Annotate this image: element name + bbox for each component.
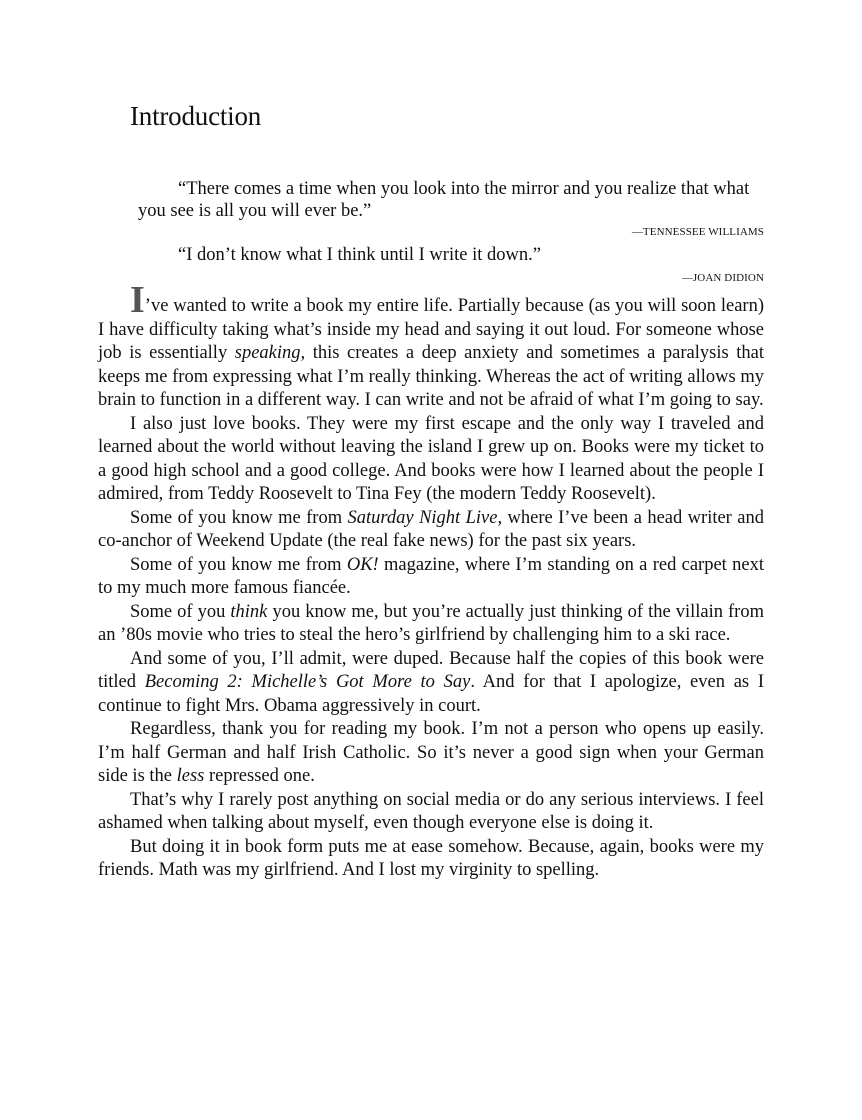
epigraph-quote: “I don’t know what I think until I write it down.” <box>178 245 541 265</box>
epigraph-attribution: —JOAN DIDION <box>681 272 764 284</box>
paragraph-text: I also just love books. They were my first escape and the only way I traveled and learned about the world without leaving the island I grew up on. Books were my ticket to a good high school and a good college. And books were how I learned about the people I admired, from Teddy Roosevelt to Tina Fey (the modern Teddy Roosevelt). <box>98 413 764 504</box>
paragraph <box>98 279 764 413</box>
emphasis: think <box>230 601 268 622</box>
epigraph-attribution: —TENNESSEE WILLIAMS <box>631 226 764 238</box>
paragraph <box>98 836 764 883</box>
epigraph-section <box>138 178 764 284</box>
emphasis: less <box>176 766 205 786</box>
epigraph-quote: “There comes a time when you look into the mirror and you realize that what you see is all you will ever be.” <box>138 179 750 221</box>
paragraph-text: this creates a deep anxiety and sometimes a paralysis that keeps me from expressing what I’m really thinking. Whereas the act of writing allows my brain to function in a different way. I can write and not be afraid of what I’m going to say. <box>98 343 764 410</box>
paragraph <box>98 718 764 789</box>
paragraph-text: Some of you know me from <box>130 554 347 575</box>
drop-cap: I <box>130 279 145 321</box>
paragraph-text: That’s why I rarely post anything on social media or do any serious interviews. I feel ashamed when talking about myself, even though everyone else is doing it. <box>98 789 764 833</box>
paragraph-text: where I’ve been a head writer and co-anchor of Weekend Update (the real fake news) for the past six years. <box>98 507 764 551</box>
paragraph <box>98 507 764 554</box>
emphasis: Saturday Night Live, <box>347 507 503 528</box>
paragraph-text: magazine, where I’m standing on a red carpet next to my much more famous fiancée. <box>98 554 764 598</box>
paragraph-text: . And for that I apologize, even as I continue to fight Mrs. Obama aggressively in court. <box>98 672 764 716</box>
paragraph <box>98 648 764 719</box>
paragraph-text: Some of you <box>130 601 231 622</box>
paragraph-text: Regardless, thank you for reading my book. I’m not a person who opens up easily. I’m half German and half Irish Catholic. So it’s never a good sign when your German side is the <box>98 719 764 786</box>
paragraph <box>98 789 764 836</box>
book-page <box>98 100 764 883</box>
paragraph-text: Some of you know me from <box>130 507 348 528</box>
emphasis: Becoming 2: Michelle’s Got More to Say <box>144 672 471 692</box>
paragraph <box>98 554 764 601</box>
chapter-body <box>98 279 764 883</box>
chapter-title: Introduction <box>130 101 262 131</box>
paragraph-text: But doing it in book form puts me at ease somehow. Because, again, books were my friends. Math was my girlfriend. And I lost my virginity to spelling. <box>98 836 764 880</box>
paragraph-text: you know me, but you’re actually just thinking of the villain from an ’80s movie who tries to steal the hero’s girlfriend by challenging him to a ski race. <box>98 601 764 645</box>
paragraph <box>98 601 764 648</box>
paragraph-text: And some of you, I’ll admit, were duped. Because half the copies of this book were titled <box>98 648 764 692</box>
paragraph <box>98 413 764 507</box>
paragraph-text: ’ve wanted to write a book my entire life. Partially because (as you will soon learn) I have difficulty taking what’s inside my head and saying it out loud. For someone whose job is essentially <box>98 296 764 363</box>
emphasis: OK! <box>346 554 379 575</box>
paragraph-text: repressed one. <box>204 766 315 786</box>
emphasis: speaking, <box>234 343 306 363</box>
